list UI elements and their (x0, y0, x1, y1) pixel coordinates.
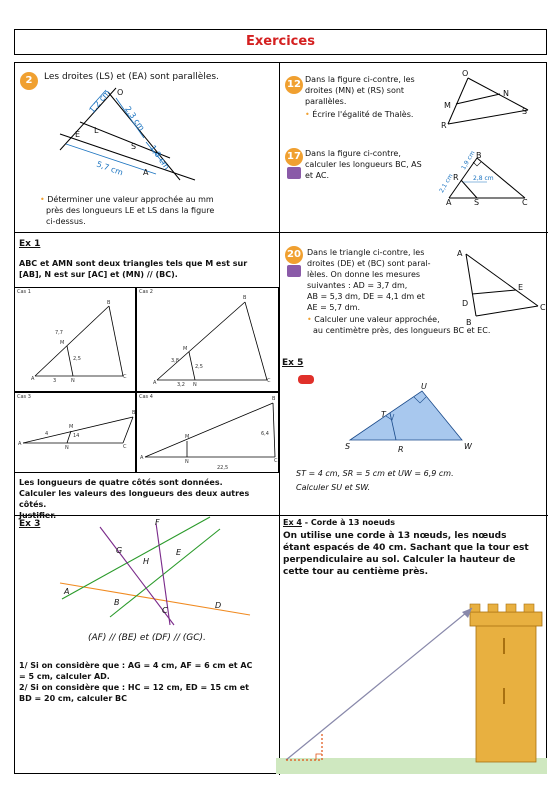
exercise-3-figure (60, 515, 260, 625)
point-label-B: B (476, 151, 482, 160)
point-label-B: B (114, 598, 120, 607)
page-title: Exercices (246, 34, 315, 49)
point-label-W: W (464, 442, 472, 451)
tower-illustration (276, 598, 547, 774)
measure-label: 1,8 cm (148, 143, 172, 172)
exercise-5-figure (350, 385, 470, 445)
point-label-A: A (457, 249, 463, 258)
exercise-2-figure (60, 88, 200, 183)
point-label-M: M (444, 101, 451, 110)
point-label-F: F (155, 518, 160, 527)
exercise-5-heading: Ex 5 (282, 358, 304, 368)
exercise-1-intro: ABC et AMN sont deux triangles tels que M est sur [AB], N est sur [AC] et (MN) // (BC). (19, 259, 248, 279)
measure-label: 1,2 cm (87, 88, 113, 115)
point-label-D: D (462, 299, 469, 308)
point-label-C: C (162, 606, 168, 615)
exercise-12-text: Dans la figure ci-contre, les droites (MN) et (RS) sont parallèles. • Écrire l'égalité de Thalès. (305, 75, 415, 119)
point-label-H: H (143, 557, 150, 566)
grid-divider-row1 (15, 232, 548, 233)
exercise-2-task: • Déterminer une valeur approchée au mm près des longueurs LE et LS dans la figure ci-dessus. (40, 195, 215, 226)
exercise-4-heading: Ex 4 (283, 518, 302, 527)
exercise-12-figure (448, 78, 533, 128)
calculator-icon (287, 167, 301, 179)
measure-label: 2,3 cm (123, 104, 147, 133)
case-1-figure: Cas 1 A B C M N 7,7 2,5 3 (14, 287, 136, 392)
point-label-N: N (503, 89, 509, 98)
case-3-figure: Cas 3 A B C M N 4 14 (14, 392, 136, 473)
exercise-2-intro: Les droites (LS) et (EA) sont parallèles. (44, 72, 219, 82)
exercise-5-text: ST = 4 cm, SR = 5 cm et UW = 6,9 cm. Calculer SU et SW. (296, 469, 454, 492)
point-label-A: A (446, 198, 452, 207)
case-4-figure: Cas 4 A B C M N 6,4 22,5 (136, 392, 279, 473)
exercise-17-text: Dans la figure ci-contre, calculer les longueurs BC, AS et AC. (305, 149, 422, 180)
exercise-number-badge: 17 (285, 148, 303, 166)
exercise-4-subtitle: - Corde à 13 noeuds (301, 518, 396, 527)
exercise-4-heading-row (283, 517, 395, 528)
exercise-1-footer: Les longueurs de quatre côtés sont données. Calculer les valeurs des longueurs des deux autres côtés. Justifier. (19, 478, 250, 520)
point-label-L: L (94, 126, 99, 135)
exercise-3-heading: Ex 3 (19, 519, 41, 529)
exercise-number-badge (298, 375, 314, 384)
case-2-figure: Cas 2 A B C M N 3,8 2,5 3,2 (136, 287, 279, 392)
point-label-G: G (116, 546, 123, 555)
point-label-S: S (522, 107, 528, 116)
title-box (14, 29, 547, 55)
exercise-number-badge: 12 (285, 76, 303, 94)
measure-label: 2,8 cm (473, 175, 494, 182)
point-label-O: O (462, 69, 469, 78)
point-label-B: B (466, 318, 472, 327)
point-label-R: R (398, 445, 404, 454)
point-label-E: E (75, 130, 81, 139)
exercise-12 (285, 72, 303, 94)
exercise-2 (20, 68, 219, 90)
measure-label: 2,1 cm (438, 172, 455, 195)
exercise-4-text: On utilise une corde à 13 nœuds, les nœuds étant espacés de 40 cm. Sachant que la tour est perpendiculaire au sol. Calculer la hauteur de cette tour au centième près. (283, 531, 529, 577)
exercise-1-heading: Ex 1 (19, 239, 41, 249)
point-label-U: U (421, 382, 427, 391)
calculator-icon (287, 265, 301, 277)
point-label-E: E (176, 548, 182, 557)
exercise-number-badge: 2 (20, 72, 38, 90)
point-label-R: R (441, 121, 447, 130)
point-label-C: C (540, 303, 546, 312)
point-label-R: R (453, 173, 459, 182)
exercise-20-text: Dans le triangle ci-contre, les droites (DE) et (BC) sont paral- lèles. On donne les mesures suivantes : AD = 3,7 dm, AB = 5,3 dm, DE = 4,1 dm et AE = 5,7 dm. • Calculer une valeur approchée, au centimètre près, des longueurs BC et EC. (307, 248, 491, 335)
measure-label: 1,9 cm (460, 149, 477, 172)
point-label-C: C (522, 198, 528, 207)
measure-label: 5,7 cm (95, 159, 125, 178)
point-label-O: O (117, 88, 124, 97)
point-label-S: S (345, 442, 351, 451)
point-label-E: E (518, 283, 524, 292)
point-label-S: S (474, 198, 480, 207)
exercise-17 (285, 144, 303, 166)
point-label-D: D (215, 601, 222, 610)
point-label-A: A (64, 587, 70, 596)
point-label-S: S (131, 142, 137, 151)
exercise-number-badge: 20 (285, 246, 303, 264)
point-label-T: T (381, 410, 386, 419)
parallel-relation: (AF) // (BE) et (DF) // (GC). (88, 633, 206, 643)
exercise-3-questions: 1/ Si on considère que : AG = 4 cm, AF = 6 cm et AC = 5 cm, calculer AD. 2/ Si on considère que : HC = 12 cm, ED = 15 cm et BD = 20 cm, calculer BC (19, 661, 253, 703)
exercise-20 (285, 242, 303, 264)
exercise-20-figure (466, 254, 541, 318)
point-label-A: A (143, 168, 149, 177)
